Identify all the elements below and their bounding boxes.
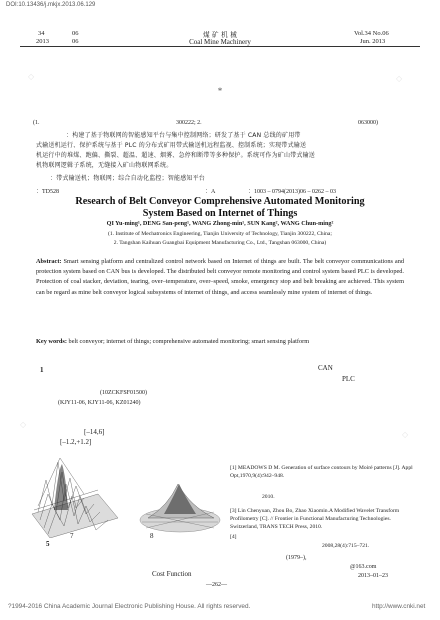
section-1-heading: 1 <box>40 366 44 374</box>
cn-affil-3: 063000) <box>358 120 378 126</box>
cn-title: * <box>217 86 223 96</box>
header-volume: 34 <box>38 30 45 37</box>
cn-doc-code: ：A <box>205 189 216 195</box>
body-plc: PLC <box>342 375 355 383</box>
body-range-2: [–1.2,+1.2] <box>60 438 92 446</box>
surface-left <box>32 458 118 538</box>
en-abstract-label: Abstract: <box>36 258 62 265</box>
en-authors: QI Yu-ming¹, DENG San-peng¹, WANG Zhong-min¹, SUN Kang², WANG Chun-ming² <box>106 220 334 227</box>
en-abstract <box>36 257 404 298</box>
cn-article-num: ：1003 – 0794(2013)06 – 0262 – 03 <box>248 189 336 195</box>
cn-keywords: ：带式输送机；物联网；综合自动化监控；智能感知平台 <box>50 175 206 182</box>
header-issue: 06 <box>72 30 79 37</box>
en-keywords-label: Key words: <box>36 338 67 345</box>
header-year: 2013 <box>36 38 49 45</box>
cn-abstract-line: 式输送机运行、保护系统与基于 PLC 的分布式矿用带式输送机远程监视、控制系统；实现带式输送 <box>36 142 307 149</box>
watermark-mark: ◇ <box>20 420 27 429</box>
doi-label: DOI:10.13436/j.mkjx.2013.06.129 <box>6 2 96 8</box>
body-can: CAN <box>318 364 333 372</box>
section-5-heading: 5 <box>46 540 50 548</box>
en-affil-line1: (1. Institute of Mechatronics Engineering, Tianjin University of Technology, Tianjin 300222, China; <box>108 231 332 237</box>
cn-affil-2: 300222; 2. <box>176 120 202 126</box>
en-affil-line2: 2. Tangshan Kaihuan Guangbai Equipment Manufacturing Co., Ltd., Tangshan 063000, China) <box>113 240 327 246</box>
reference-4: [4] <box>230 534 237 540</box>
footer-copyright: ?1994-2016 China Academic Journal Electronic Publishing House. All rights reserved. <box>8 603 251 610</box>
body-cost-function: Cost Function <box>152 570 192 578</box>
watermark-mark: ◇ <box>28 72 35 81</box>
figure-8-label: 8 <box>150 532 154 540</box>
funding-line-2: (KJY11-06, KJY11-06, KZ01240) <box>58 400 141 406</box>
cn-abstract-line: 机物联网逻辑子系统，无缝接入矿山物联网系统。 <box>36 162 173 169</box>
en-keywords <box>36 337 404 347</box>
reference-2: 2010. <box>262 494 275 500</box>
figure-7-label: 7 <box>70 532 74 540</box>
author-email: @163.com <box>350 564 377 570</box>
cn-abstract-line: 机运行中的堆煤、跑偏、撕裂、超温、超速、烟雾、急停和断带等多种保护。系统可作为矿山带式输送 <box>36 152 316 159</box>
en-title-line1: Research of Belt Conveyor Comprehensive Automated Monitoring <box>75 196 365 207</box>
surface-right <box>140 484 220 532</box>
reference-4-detail: 2008,28(4):715–721. <box>322 543 370 549</box>
watermark-mark: ◇ <box>396 74 403 83</box>
header-rule <box>20 46 420 47</box>
en-abstract-text: Smart sensing platform and centralized control network based on Internet of things are built. The belt conveyor communications and protection system based on CAN bus is developed. The distributed belt conveyor remote monitoring and control system based PLC is developed. Protection of coal stacker, deviation, tearing, over–temperature, over–speed, smoke, emergency stop and belt breaking are achieved. This system can be regard as mine belt conveyor logical subsystems of internet of things, and access seamlessly mine system of internet of things. <box>36 258 404 296</box>
cn-abstract-line: ：构建了基于物联网的智能感知平台与集中控制网络；研发了基于 CAN 总线的矿用带 <box>66 132 301 139</box>
header-month: 06 <box>72 38 79 45</box>
body-range-1: [–14,6] <box>84 428 105 436</box>
header-date: Jun. 2013 <box>360 38 386 45</box>
author-bio: (1979–), <box>286 555 307 561</box>
cn-affil-1: (1. <box>33 120 40 126</box>
watermark-mark: ◇ <box>402 430 409 439</box>
funding-line-1: (10ZCKFSF01500) <box>100 390 148 396</box>
en-keywords-text: belt conveyor; internet of things; comprehensive automated monitoring; smart sensing platform <box>66 338 310 345</box>
figure-3d-surface <box>28 450 222 538</box>
cn-clc: ：TD528 <box>36 189 59 195</box>
reference-3: [3] Lin Chenyuan, Zhou Bo, Zhao Xiaomin.A Modified Wavelet Transform Profilometry [C]. // Frontier in Functional Manufacturing Technologies. Switzerland, TRANS TECH Press, 2010. <box>230 508 400 530</box>
page-number: —262— <box>206 582 227 588</box>
footer-url[interactable]: http://www.cnki.net <box>372 603 426 610</box>
en-title-line2: System Based on Internet of Things <box>142 208 298 219</box>
header-journal-en: Coal Mine Machinery <box>189 38 251 46</box>
header-vol-no: Vol.34 No.06 <box>354 30 389 37</box>
header-journal-cn: 煤 矿 机 械 <box>202 31 238 39</box>
reference-1: [1] MEADOWS D M. Generation of surface contours by Moiré patterns [J]. Appl Opt,1970,9(4):942–948. <box>230 465 413 479</box>
received-date: 2013–01–23 <box>358 573 388 579</box>
